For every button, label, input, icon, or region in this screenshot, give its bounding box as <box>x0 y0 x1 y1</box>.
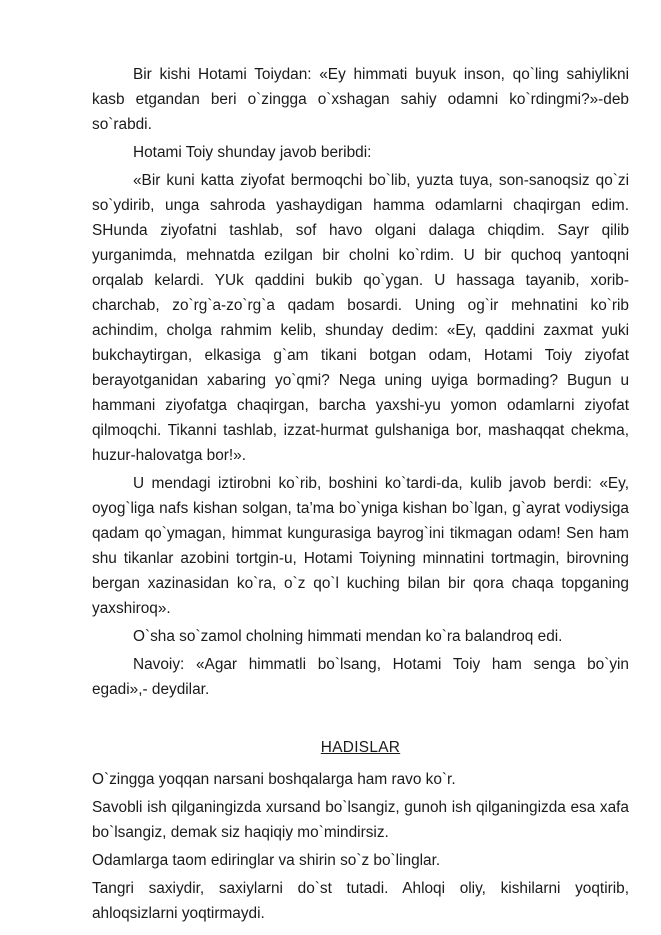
hadis-item-4: Tangri saxiydir, saxiylarni do`st tutadi. Ahloqi oliy, kishilarni yoqtirib, ahloqsizlarni yoqtirmaydi. <box>92 880 629 922</box>
story-paragraph-5: O`sha so`zamol cholning himmati mendan ko`ra balandroq edi. <box>133 628 563 645</box>
story-paragraph-4: U mendagi iztirobni ko`rib, boshini ko`tardi-da, kulib javob berdi: «Ey, oyog`liga nafs kishan solgan, ta’ma bo`yniga kishan bo`lgan, g`ayrat vodiysiga qadam qo`ymagan, himmat kungurasiga bayrog`ini tikmagan odam! Sen ham shu tikanlar azobini tortgin-u, Hotami Toiyning minnatini tortmagin, birovning bergan xazinasidan ko`ra, o`z qo`l kuching bilan bir qora chaqa topganing yaxshiroq». <box>92 475 629 617</box>
hadis-item-1: O`zingga yoqqan narsani boshqalarga ham ravo ko`r. <box>92 771 456 788</box>
document-page <box>92 62 629 929</box>
hadislar-section <box>92 735 629 926</box>
hadis-item-2: Savobli ish qilganingizda xursand bo`lsangiz, gunoh ish qilganingizda esa xafa bo`lsangiz, demak siz haqiqiy mo`mindirsiz. <box>92 799 629 841</box>
story-section <box>92 62 629 702</box>
hadis-item-3: Odamlarga taom ediringlar va shirin so`z bo`linglar. <box>92 852 441 869</box>
story-paragraph-1: Bir kishi Hotami Toiydan: «Ey himmati buyuk inson, qo`ling sahiylikni kasb etgandan beri o`zingga o`xshagan sahiy odamni ko`rdingmi?»-deb so`rabdi. <box>92 66 629 133</box>
story-paragraph-6: Navoiy: «Agar himmatli bo`lsang, Hotami Toiy ham senga bo`yin egadi»,- deydilar. <box>92 656 629 698</box>
hadislar-heading: HADISLAR <box>320 739 401 756</box>
story-paragraph-2: Hotami Toiy shunday javob beribdi: <box>133 144 372 161</box>
story-paragraph-3: «Bir kuni katta ziyofat bermoqchi bo`lib, yuzta tuya, son-sanoqsiz qo`zi so`ydirib, unga sahroda yashaydigan hamma odamlarni chaqirgan edim. SHunda ziyofatni tashlab, sof havo olgani dalaga chiqdim. Sayr qilib yurganimda, mehnatda ezilgan bir cholni ko`rdim. U bir quchoq yantoqni orqalab kelardi. YUk qaddini bukib qo`ygan. U hassaga tayanib, xorib-charchab, zo`rg`a-zo`rg`a qadam bosardi. Uning og`ir mehnatini ko`rib achindim, cholga rahmim kelib, shunday dedim: «Ey, qaddini zaxmat yuki bukchaytirgan, elkasiga g`am tikani botgan odam, Hotami Toiy ziyofat berayotganidan xabaring yo`qmi? Nega uning uyiga bormading? Bugun u hammani ziyofatga chaqirgan, barcha yaxshi-yu yomon odamlarni ziyofat qilmoqchi. Tikanni tashlab, izzat-hurmat gulshaniga bor, mashaqqat chekma, huzur-halovatga bor!». <box>92 172 629 464</box>
